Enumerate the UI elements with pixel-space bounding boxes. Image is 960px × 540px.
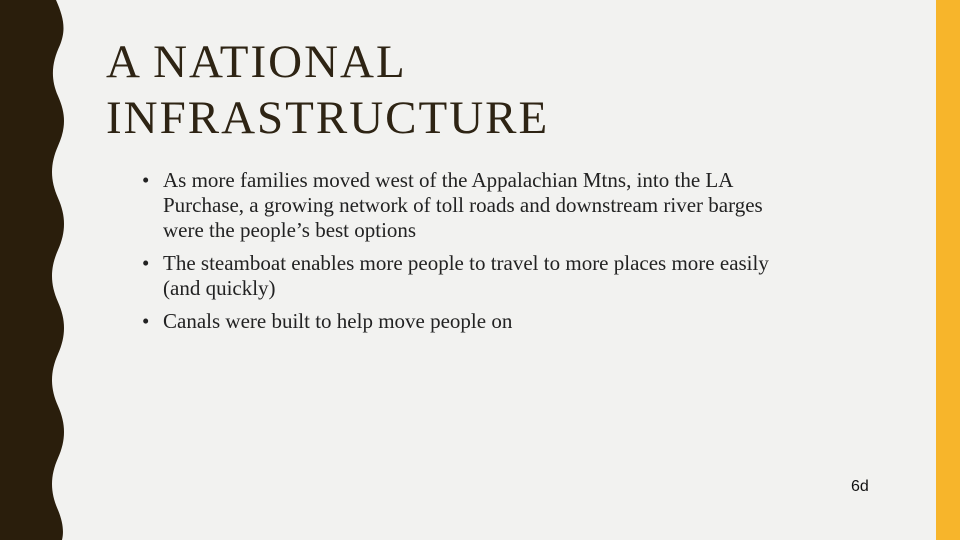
wavy-left-border	[0, 0, 80, 540]
bullet-list	[142, 168, 802, 342]
title-line-1: A NATIONAL	[106, 36, 407, 88]
bullet-item	[142, 251, 802, 301]
bullet-item	[142, 168, 802, 243]
bullet-text: The steamboat enables more people to travel to more places more easily (and quickly)	[163, 251, 769, 300]
title-line-2: INFRASTRUCTURE	[106, 92, 550, 144]
bullet-item	[142, 309, 802, 334]
slide-title	[106, 34, 549, 146]
bullet-marker: •	[142, 168, 150, 192]
bullet-marker: •	[142, 309, 150, 333]
bullet-text: As more families moved west of the Appalachian Mtns, into the LA Purchase, a growing network of toll roads and downstream river barges were the people’s best options	[163, 168, 763, 242]
bullet-text: Canals were built to help move people on	[163, 309, 513, 333]
page-number: 6d	[851, 478, 869, 495]
bullet-marker: •	[142, 251, 150, 275]
accent-bar	[936, 0, 960, 540]
